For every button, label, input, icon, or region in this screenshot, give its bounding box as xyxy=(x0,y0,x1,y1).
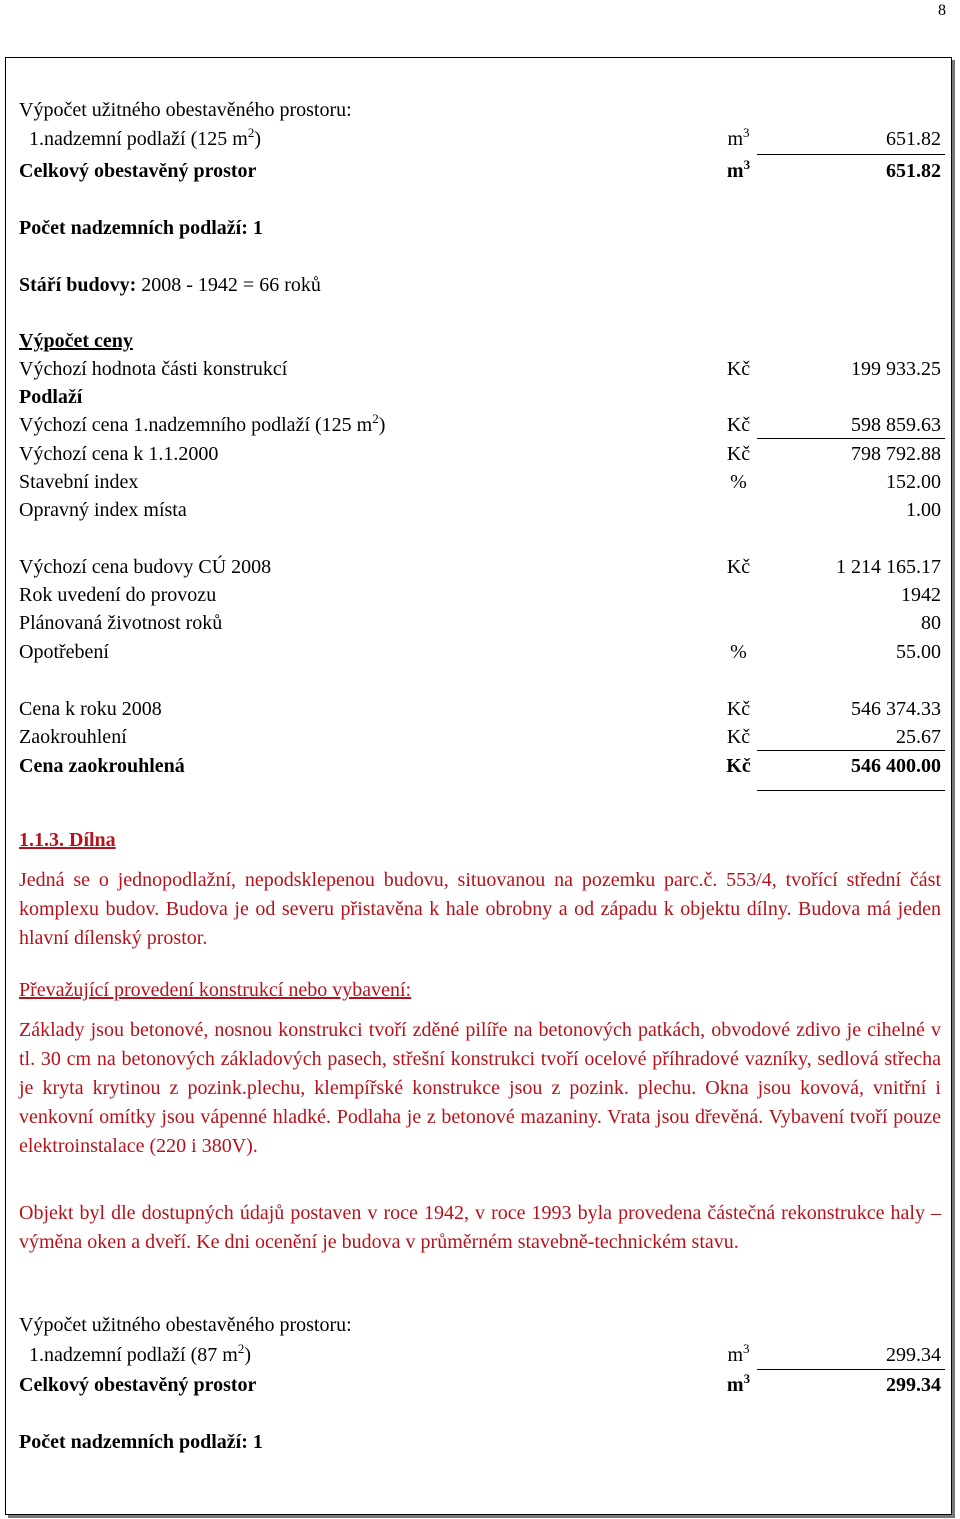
base-value-label: Výchozí hodnota části konstrukcí xyxy=(19,358,288,380)
building-index-label: Stavební index xyxy=(19,471,139,493)
rounded-price-unit: Kč xyxy=(726,755,751,777)
base-value-unit: Kč xyxy=(726,358,751,380)
cu-price-label: Výchozí cena budovy CÚ 2008 xyxy=(19,556,272,578)
location-index-value: 1.00 xyxy=(906,499,941,521)
total-volume-value: 651.82 xyxy=(886,160,941,182)
total-volume-label: Celkový obestavěný prostor xyxy=(19,160,257,182)
floor-heading: Podlaží xyxy=(19,386,83,408)
rounding-label: Zaokrouhlení xyxy=(19,726,127,748)
base-price-label: Výchozí cena 1.nadzemního podlaží (125 $m^2$) xyxy=(19,411,386,436)
total-volume-unit: $m^3$ xyxy=(726,157,751,182)
total-volume-unit-2: $m^3$ xyxy=(726,1371,751,1396)
year-value: 1942 xyxy=(901,584,941,606)
calc-title: Výpočet užitného obestavěného prostoru: xyxy=(19,99,352,121)
price-calc-title: Výpočet ceny xyxy=(19,330,133,352)
construction-heading: Převažující provedení konstrukcí nebo vybavení: xyxy=(19,979,412,1001)
floor-volume-label: 1.nadzemní podlaží (125 $m^2$) xyxy=(29,125,261,150)
final-rule xyxy=(757,790,945,791)
lifetime-value: 80 xyxy=(921,612,941,634)
sum-rule xyxy=(757,154,945,155)
calc-title-2: Výpočet užitného obestavěného prostoru: xyxy=(19,1314,352,1336)
year-label: Rok uvedení do provozu xyxy=(19,584,217,606)
floors-count-2: Počet nadzemních podlaží: 1 xyxy=(19,1431,263,1453)
base-price-value: 598 859.63 xyxy=(851,414,941,436)
sum-rule xyxy=(757,1369,945,1370)
wear-label: Opotřebení xyxy=(19,641,109,663)
lifetime-label: Plánovaná životnost roků xyxy=(19,612,223,634)
floor-volume-unit: $m^3$ xyxy=(727,125,750,150)
building-index-value: 152.00 xyxy=(886,471,941,493)
price-2000-unit: Kč xyxy=(726,443,751,465)
sum-rule xyxy=(757,750,945,751)
page-number: 8 xyxy=(938,2,946,19)
rounding-value: 25.67 xyxy=(896,726,941,748)
price-2000-value: 798 792.88 xyxy=(851,443,941,465)
total-volume-label-2: Celkový obestavěný prostor xyxy=(19,1374,257,1396)
base-price-unit: Kč xyxy=(726,414,751,436)
price-2008-label: Cena k roku 2008 xyxy=(19,698,162,720)
rounded-price-label: Cena zaokrouhlená xyxy=(19,755,185,777)
intro-paragraph: Jedná se o jednopodlažní, nepodsklepenou budovu, situovanou na pozemku parc.č. 553/4, tvořící střední část komplexu budov. Budova je od severu přistavěna k hale obrobny a od západu k objektu dílny. Budova má jeden hlavní dílenský prostor. xyxy=(19,869,941,949)
rounding-unit: Kč xyxy=(726,726,751,748)
floor-volume-value-2: 299.34 xyxy=(886,1344,941,1366)
building-index-unit: % xyxy=(730,471,747,493)
cu-price-value: 1 214 165.17 xyxy=(836,556,941,578)
total-volume-value-2: 299.34 xyxy=(886,1374,941,1396)
section-heading-dilna: 1.1.3. Dílna xyxy=(19,829,116,851)
price-2008-unit: Kč xyxy=(726,698,751,720)
floor-volume-unit-2: $m^3$ xyxy=(727,1341,750,1366)
price-2008-value: 546 374.33 xyxy=(851,698,941,720)
document-frame xyxy=(5,57,952,1515)
sum-rule xyxy=(757,438,945,439)
history-paragraph: Objekt byl dle dostupných údajů postaven v roce 1942, v roce 1993 byla provedena částečná rekonstrukce haly – výměna oken a dveří. Ke dni ocenění je budova v průměrném stavebně-technickém stavu. xyxy=(19,1202,941,1253)
wear-value: 55.00 xyxy=(896,641,941,663)
floors-count: Počet nadzemních podlaží: 1 xyxy=(19,217,263,239)
price-2000-label: Výchozí cena k 1.1.2000 xyxy=(19,443,219,465)
floor-volume-label-2: 1.nadzemní podlaží (87 $m^2$) xyxy=(29,1341,251,1366)
base-value: 199 933.25 xyxy=(851,358,941,380)
wear-unit: % xyxy=(730,641,747,663)
construction-paragraph: Základy jsou betonové, nosnou konstrukci tvoří zděné pilíře na betonových patkách, obvodové zdivo je cihelné v tl. 30 cm na betonových základových pasech, střešní konstrukci tvoří ocelové příhradové vazníky, sedlová střecha je kryta krytinou z pozink.plechu, klempířské konstrukce jsou z pozink. plechu. Okna jsou kovová, vnitřní i venkovní omítky jsou vápenné hladké. Podlaha je z betonové mazaniny. Vrata jsou dřevěná. Vybavení tvoří pouze elektroinstalace (220 i 380V). xyxy=(19,1019,941,1157)
floor-volume-value: 651.82 xyxy=(886,128,941,150)
cu-price-unit: Kč xyxy=(726,556,751,578)
rounded-price-value: 546 400.00 xyxy=(851,755,941,777)
building-age: Stáří budovy: 2008 - 1942 = 66 roků xyxy=(19,274,321,296)
location-index-label: Opravný index místa xyxy=(19,499,187,521)
